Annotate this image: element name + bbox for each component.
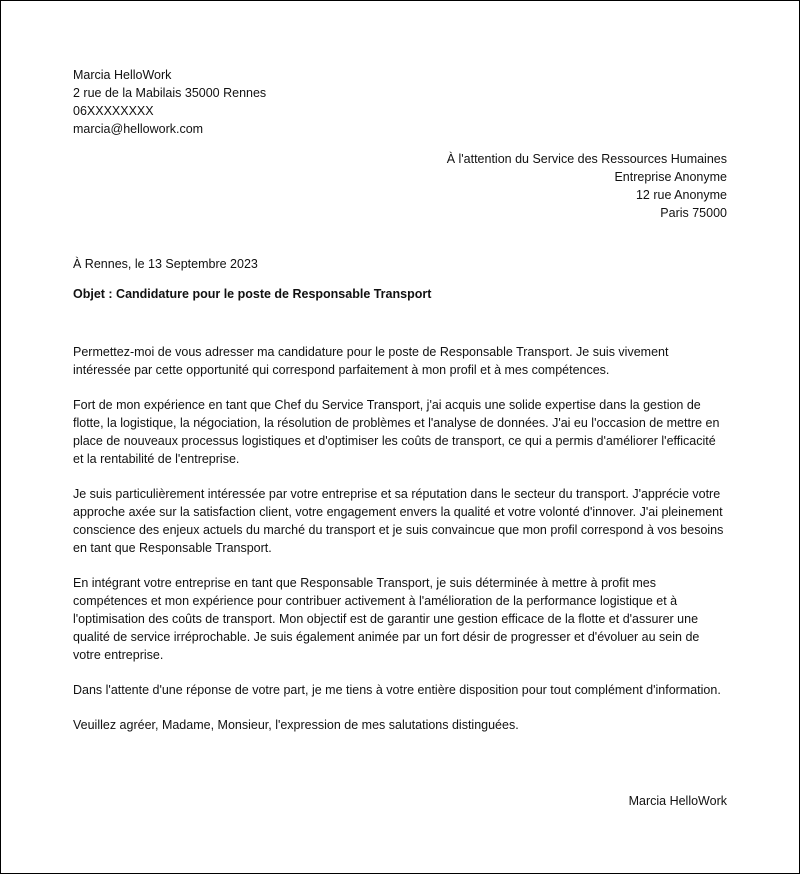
recipient-block	[227, 150, 727, 222]
body-paragraph: Permettez-moi de vous adresser ma candidature pour le poste de Responsable Transport. Je suis vivement intéressée par cette opportunité qui correspond parfaitement à mon profil et à mes compétences.	[73, 345, 669, 377]
body-paragraph: Fort de mon expérience en tant que Chef du Service Transport, j'ai acquis une solide expertise dans la gestion de flotte, la logistique, la négociation, la résolution de problèmes et l'analyse de données. J'ai eu l'occasion de mettre en place de nouveaux processus logistiques et d'optimiser les coûts de transport, ce qui a permis d'améliorer l'efficacité et la rentabilité de l'entreprise.	[73, 398, 720, 466]
body-paragraph: Veuillez agréer, Madame, Monsieur, l'expression de mes salutations distinguées.	[73, 718, 519, 732]
subject-line: Objet : Candidature pour le poste de Responsable Transport	[73, 287, 432, 301]
recipient-city: Paris 75000	[660, 206, 727, 220]
body-paragraph: Dans l'attente d'une réponse de votre part, je me tiens à votre entière disposition pour tout complément d'information.	[73, 683, 721, 697]
sender-phone: 06XXXXXXXX	[73, 104, 154, 118]
recipient-company: Entreprise Anonyme	[614, 170, 727, 184]
body-paragraph: Je suis particulièrement intéressée par votre entreprise et sa réputation dans le secteur du transport. J'apprécie votre approche axée sur la satisfaction client, votre engagement envers la qualité et votre volonté d'innover. J'ai pleinement conscience des enjeux actuels du marché du transport et je suis convaincue que mon profil correspond à vos besoins en tant que Responsable Transport.	[73, 487, 724, 555]
letter-body	[73, 343, 729, 751]
sender-name: Marcia HelloWork	[73, 68, 172, 82]
body-paragraph: En intégrant votre entreprise en tant que Responsable Transport, je suis déterminée à mettre à profit mes compétences et mon expérience pour contribuer activement à l'amélioration de la performance logistique et à l'optimisation des coûts de transport. Mon objectif est de garantir une gestion efficace de la flotte et d'assurer une qualité de service irréprochable. Je suis également animée par un fort désir de progresser et d'évoluer au sein de votre entreprise.	[73, 576, 700, 662]
recipient-street: 12 rue Anonyme	[635, 188, 727, 202]
recipient-attention: À l'attention du Service des Ressources Humaines	[446, 152, 727, 166]
sender-block	[73, 66, 473, 138]
signature: Marcia HelloWork	[628, 794, 727, 808]
sender-email: marcia@hellowork.com	[73, 122, 204, 136]
sender-address: 2 rue de la Mabilais 35000 Rennes	[73, 86, 267, 100]
date-line: À Rennes, le 13 Septembre 2023	[73, 257, 258, 271]
